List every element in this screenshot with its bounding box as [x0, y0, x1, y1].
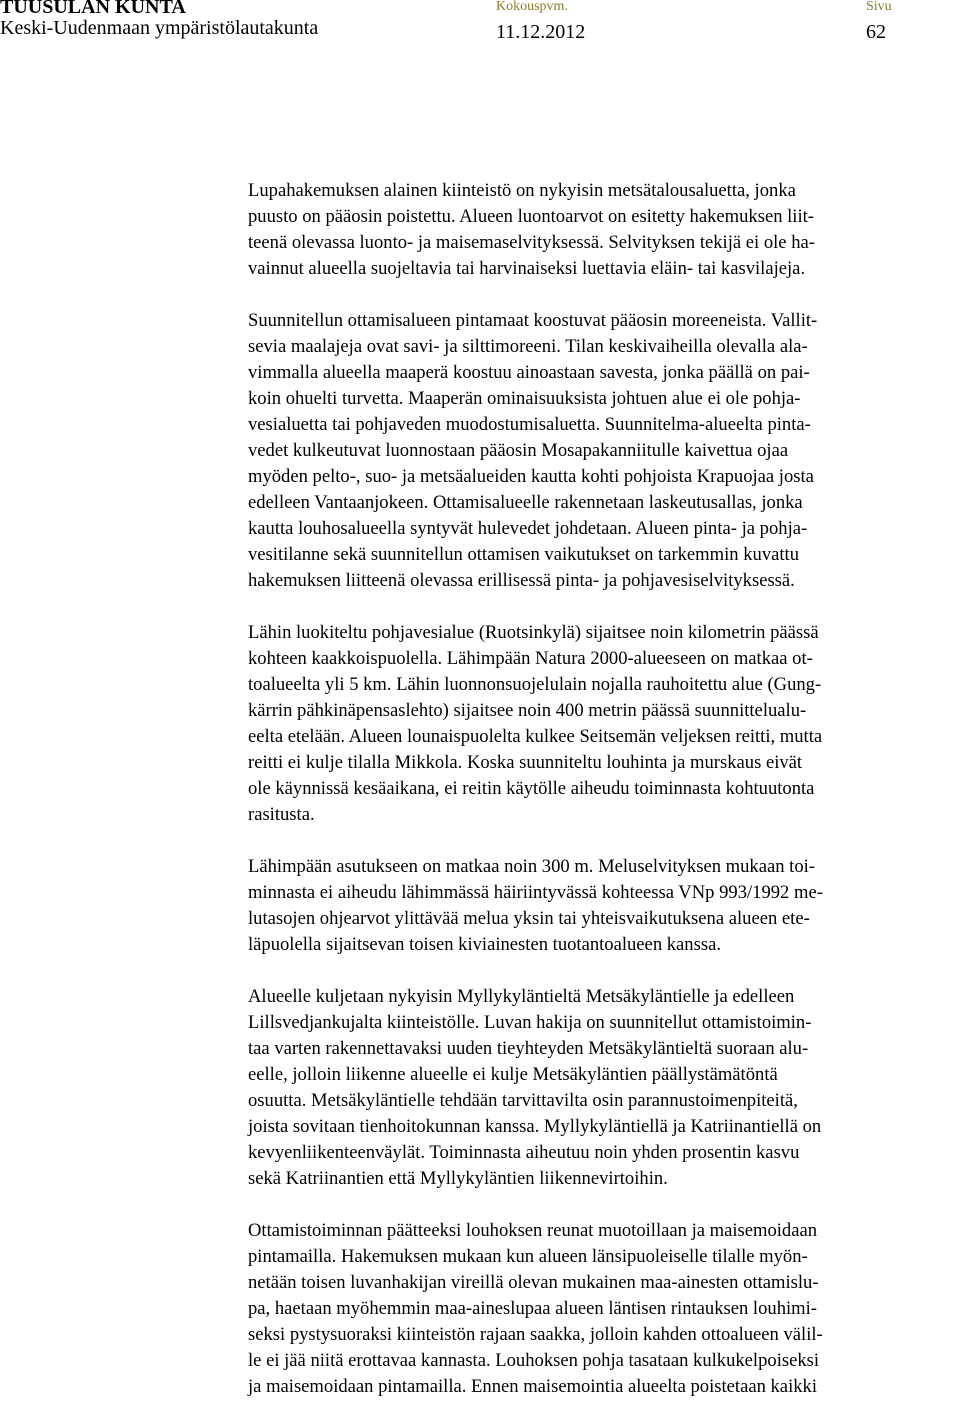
meeting-date: 11.12.2012 — [496, 21, 586, 43]
text-line: vedet kulkeutuvat luonnostaan pääosin Mosapakanniitulle kaivettua ojaa — [248, 440, 789, 461]
text-line: kohteen kaakkoispuolella. Lähimpään Natura 2000-alueeseen on matkaa ot- — [248, 648, 813, 669]
header-left — [0, 0, 318, 39]
text-line: taa varten rakennettavaksi uuden tieyhteyden Metsäkyläntieltä suoraan alu- — [248, 1038, 809, 1059]
text-line: hakemuksen liitteenä olevassa erillisessä pinta- ja pohjavesiselvityksessä. — [248, 570, 795, 591]
text-line: Lillsvedjankujalta kiinteistölle. Luvan hakija on suunnitellut ottamistoimin- — [248, 1012, 812, 1033]
text-line: edelleen Vantaanjokeen. Ottamisalueelle rakennetaan laskeutusallas, jonka — [248, 492, 803, 513]
text-line: sevia maalajeja ovat savi- ja silttimoreeni. Tilan keskivaiheilla olevalla ala- — [248, 336, 808, 357]
text-line: eelta etelään. Alueen lounaispuolelta kulkee Seitsemän veljeksen reitti, mutta — [248, 726, 823, 747]
text-line: reitti ei kulje tilalla Mikkola. Koska suunniteltu louhinta ja murskaus eivät — [248, 752, 803, 773]
text-line: vimmalla alueella maaperä koostuu ainoastaan savesta, jonka päällä on pai- — [248, 362, 810, 383]
text-line: puusto on pääosin poistettu. Alueen luontoarvot on esitetty hakemuksen liit- — [248, 206, 814, 227]
header-page — [866, 0, 892, 43]
text-line: lutasojen ohjearvot ylittävää melua yksin tai yhteisvaikutuksena alueen ete- — [248, 908, 810, 929]
page-header — [0, 0, 960, 50]
text-line: Alueelle kuljetaan nykyisin Myllykyläntieltä Metsäkyläntielle ja edelleen — [248, 986, 795, 1007]
paragraph — [248, 984, 954, 1192]
text-line: toalueelta yli 5 km. Lähin luonnonsuojelulain nojalla rauhoitettu alue (Gung- — [248, 674, 822, 695]
paragraph — [248, 1218, 954, 1400]
text-line: rasitusta. — [248, 804, 315, 825]
paragraph — [248, 178, 954, 282]
document-body — [248, 178, 954, 1426]
text-line: pa, haetaan myöhemmin maa-aineslupaa alueen läntisen rintauksen louhimi- — [248, 1298, 817, 1319]
text-line: ole käynnissä kesäaikana, ei reitin käytölle aiheudu toiminnasta kohtuutonta — [248, 778, 815, 799]
text-line: kevyenliikenteenväylät. Toiminnasta aiheutuu noin yhden prosentin kasvu — [248, 1142, 800, 1163]
text-line: myöden pelto-, suo- ja metsäalueiden kautta kohti pohjoista Krapuojaa josta — [248, 466, 814, 487]
text-line: seksi pystysuoraksi kiinteistön rajaan saakka, jolloin kahden ottoalueen välil- — [248, 1324, 823, 1345]
text-line: le ei jää niitä erottavaa kannasta. Louhoksen pohja tasataan kulkukelpoiseksi — [248, 1350, 820, 1371]
text-line: ja maisemoidaan pintamailla. Ennen maisemointia alueelta poistetaan kaikki — [248, 1376, 817, 1397]
text-line: vesialuetta tai pohjaveden muodostumisaluetta. Suunnitelma-alueelta pinta- — [248, 414, 811, 435]
page-number: 62 — [866, 21, 886, 43]
header-meeting-date — [496, 0, 585, 43]
text-line: koin ohuelti turvetta. Maaperän ominaisuuksista johtuen alue ei ole pohja- — [248, 388, 801, 409]
page-label: Sivu — [866, 0, 892, 14]
text-line: osuutta. Metsäkyläntielle tehdään tarvittavilta osin parannustoimenpiteitä, — [248, 1090, 798, 1111]
text-line: joista sovitaan tienhoitokunnan kanssa. Myllykyläntiellä ja Katriinantiellä on — [248, 1116, 822, 1137]
text-line: Lähimpään asutukseen on matkaa noin 300 m. Meluselvityksen mukaan toi- — [248, 856, 815, 877]
text-line: netään toisen luvanhakijan vireillä olevan mukainen maa-ainesten ottamislu- — [248, 1272, 819, 1293]
text-line: teenä olevassa luonto- ja maisemaselvityksessä. Selvityksen tekijä ei ole ha- — [248, 232, 815, 253]
text-line: minnasta ei aiheudu lähimmässä häiriintyvässä kohteessa VNp 993/1992 me- — [248, 882, 823, 903]
paragraph — [248, 854, 954, 958]
paragraph — [248, 620, 954, 828]
committee-name: Keski-Uudenmaan ympäristölautakunta — [0, 17, 319, 39]
text-line: Suunnitellun ottamisalueen pintamaat koostuvat pääosin moreeneista. Vallit- — [248, 310, 818, 331]
text-line: pintamailla. Hakemuksen mukaan kun alueen länsipuoleiselle tilalle myön- — [248, 1246, 808, 1267]
text-line: kautta louhosalueella syntyvät hulevedet johdetaan. Alueen pinta- ja pohja- — [248, 518, 808, 539]
text-line: kärrin pähkinäpensaslehto) sijaitsee noin 400 metrin päässä suunnittelualu- — [248, 700, 807, 721]
text-line: eelle, jolloin liikenne alueelle ei kulje Metsäkyläntien päällystämätöntä — [248, 1064, 778, 1085]
text-line: Lupahakemuksen alainen kiinteistö on nykyisin metsätalousaluetta, jonka — [248, 180, 796, 201]
meeting-date-label: Kokouspvm. — [496, 0, 568, 14]
text-line: vainnut alueella suojeltavia tai harvinaiseksi luettavia eläin- tai kasvilajeja. — [248, 258, 806, 279]
paragraph — [248, 308, 954, 594]
text-line: vesitilanne sekä suunnitellun ottamisen vaikutukset on tarkemmin kuvattu — [248, 544, 799, 565]
text-line: sekä Katriinantien että Myllykyläntien liikennevirtoihin. — [248, 1168, 668, 1189]
text-line: läpuolella sijaitsevan toisen kiviainesten tuotantoalueen kanssa. — [248, 934, 721, 955]
text-line: Ottamistoiminnan päätteeksi louhoksen reunat muotoillaan ja maisemoidaan — [248, 1220, 818, 1241]
organization-name: TUUSULAN KUNTA — [0, 0, 186, 18]
text-line: Lähin luokiteltu pohjavesialue (Ruotsinkylä) sijaitsee noin kilometrin päässä — [248, 622, 819, 643]
